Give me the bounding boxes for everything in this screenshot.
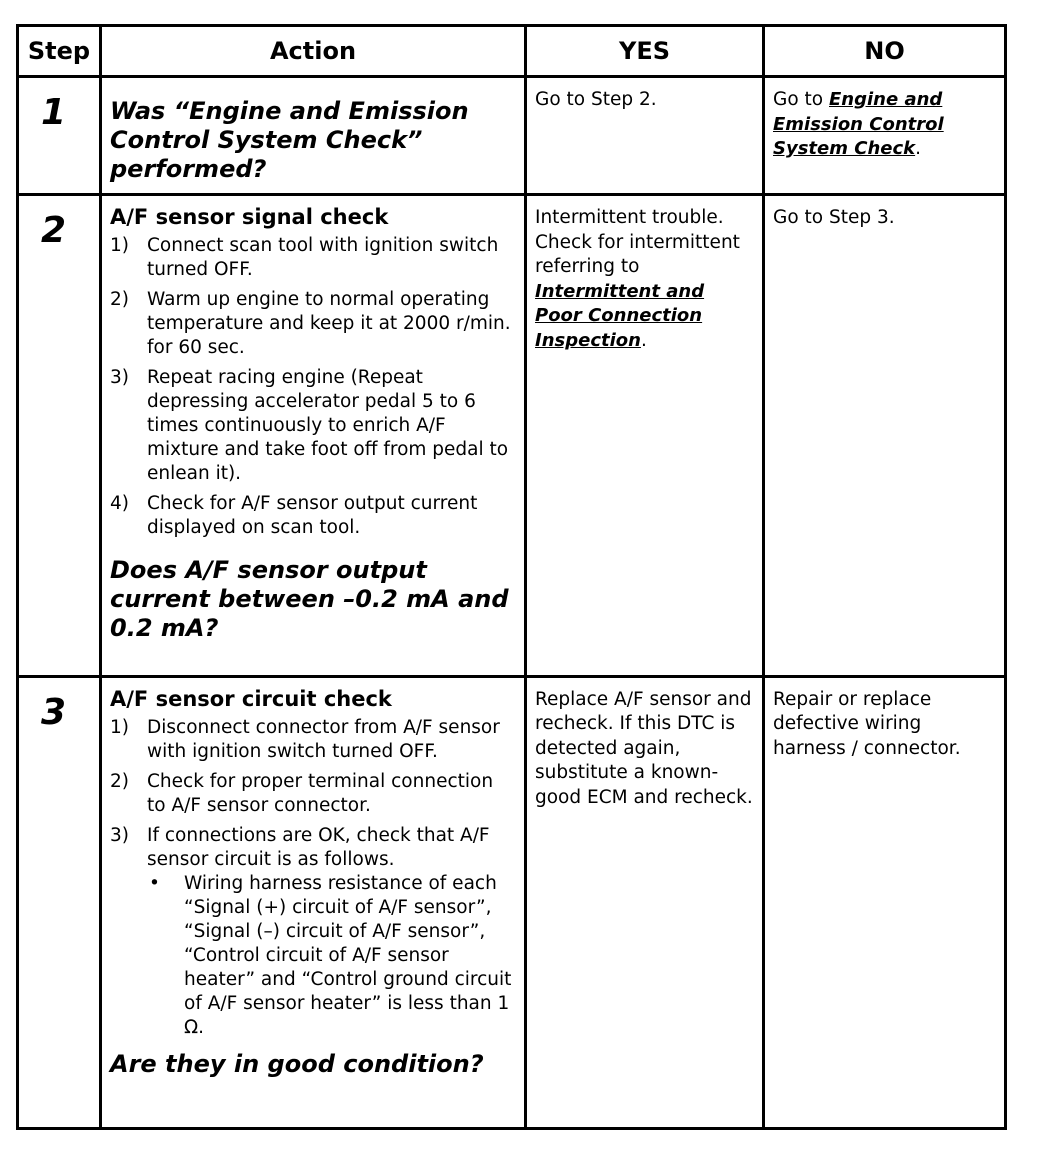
sub-bullets [147, 872, 514, 1040]
list-item [110, 770, 514, 818]
header-yes: YES [526, 26, 764, 77]
step-title: A/F sensor circuit check [110, 686, 392, 711]
table-row [18, 676, 1006, 1128]
item-text: Warm up engine to normal operating temperature and keep it at 2000 r/min. for 60 sec. [147, 289, 511, 359]
header-row [18, 26, 1006, 77]
header-action: Action [101, 26, 526, 77]
step-number: 1 [41, 92, 67, 134]
step-question: Does A/F sensor output current between –0.2 mA and 0.2 mA? [110, 556, 509, 643]
item-number: 4) [110, 493, 129, 515]
action-cell [101, 77, 526, 195]
list-item [110, 492, 514, 540]
reference-link[interactable]: Intermittent and Poor Connection Inspection [535, 280, 705, 351]
yes-text: Intermittent trouble. Check for intermittent referring to [535, 207, 740, 278]
yes-cell [526, 77, 764, 195]
no-text-suffix: . [915, 138, 922, 160]
step-title: A/F sensor signal check [110, 205, 389, 230]
yes-text: Go to Step 2. [535, 89, 657, 111]
item-number: 2) [110, 770, 129, 792]
diagnostic-table [16, 24, 1007, 1130]
list-item [110, 288, 514, 360]
step-cell [18, 676, 101, 1128]
yes-text: Replace A/F sensor and recheck. If this DTC is detected again, substitute a known-good ECM and recheck. [535, 688, 753, 808]
yes-text-suffix: . [640, 329, 647, 351]
no-cell [764, 676, 1006, 1128]
step-number: 3 [41, 691, 67, 733]
item-number: 1) [110, 716, 129, 738]
no-cell [764, 77, 1006, 195]
action-cell [101, 676, 526, 1128]
list-item [110, 716, 514, 764]
table-row [18, 195, 1006, 676]
list-item [110, 234, 514, 282]
bullet-text: Wiring harness resistance of each “Signal (+) circuit of A/F sensor”, “Signal (–) circuit of A/F sensor”, “Control circuit of A/F sensor heater” and “Control ground circuit of A/F sensor heater” is less than 1 Ω. [184, 872, 512, 1038]
item-text: Check for A/F sensor output current displayed on scan tool. [147, 493, 478, 539]
item-number: 1) [110, 235, 129, 257]
step-cell [18, 195, 101, 676]
no-text: Go to Step 3. [773, 207, 895, 229]
list-item [110, 366, 514, 486]
action-cell [101, 195, 526, 676]
item-number: 3) [110, 824, 129, 846]
step-question: Are they in good condition? [110, 1049, 484, 1078]
item-text: Check for proper terminal connection to A/F sensor connector. [147, 770, 494, 816]
step-question: Was “Engine and Emission Control System Check” performed? [110, 97, 469, 184]
no-text: Go to [773, 89, 829, 111]
header-step: Step [18, 26, 101, 77]
no-text: Repair or replace defective wiring harness / connector. [773, 688, 961, 759]
step-number: 2 [41, 210, 67, 252]
item-number: 3) [110, 367, 129, 389]
table-row [18, 77, 1006, 195]
item-text: If connections are OK, check that A/F sensor circuit is as follows. [147, 824, 490, 870]
action-steps [110, 234, 514, 540]
yes-cell [526, 195, 764, 676]
bullet-item [147, 872, 514, 1040]
item-text: Disconnect connector from A/F sensor with ignition switch turned OFF. [147, 716, 500, 762]
bullet-icon: • [149, 872, 160, 894]
item-text: Repeat racing engine (Repeat depressing accelerator pedal 5 to 6 times continuously to enrich A/F mixture and take foot off from pedal to enlean it). [147, 367, 509, 485]
list-item [110, 824, 514, 1040]
item-number: 2) [110, 289, 129, 311]
reference-link[interactable]: Engine and Emission Control System Check [773, 89, 944, 160]
header-no: NO [764, 26, 1006, 77]
action-steps [110, 716, 514, 1040]
yes-cell [526, 676, 764, 1128]
item-text: Connect scan tool with ignition switch turned OFF. [147, 235, 499, 281]
step-cell [18, 77, 101, 195]
no-cell [764, 195, 1006, 676]
